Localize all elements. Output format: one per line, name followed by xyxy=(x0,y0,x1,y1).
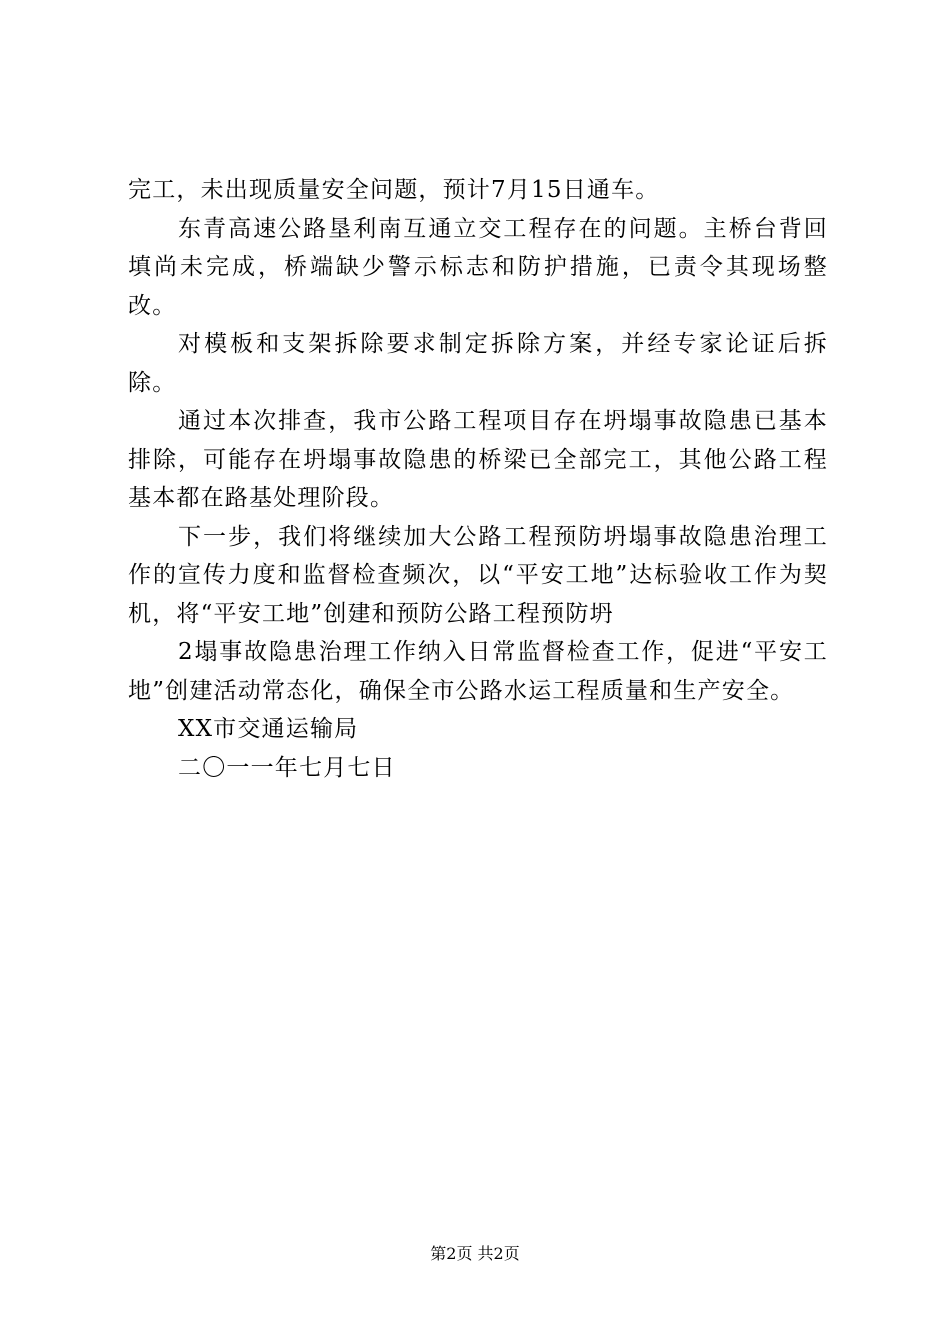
paragraph-next-step-continued: 2塌事故隐患治理工作纳入日常监督检查工作，促进“平安工地”创建活动常态化，确保全市公路水运工程质量和生产安全。 xyxy=(128,639,828,704)
paragraph-next-step: 下一步，我们将继续加大公路工程预防坍塌事故隐患治理工作的宣传力度和监督检查频次，以“平安工地”达标验收工作为契机，将“平安工地”创建和预防公路工程预防坍 xyxy=(128,523,828,627)
paragraph-continuation: 完工，未出现质量安全问题，预计7月15日通车。 xyxy=(128,177,660,203)
paragraph-inspection-result: 通过本次排查，我市公路工程项目存在坍塌事故隐患已基本排除，可能存在坍塌事故隐患的桥梁已全部完工，其他公路工程基本都在路基处理阶段。 xyxy=(128,408,828,511)
signature-date: 二〇一一年七月七日 xyxy=(178,754,396,781)
signature-organization: XX市交通运输局 xyxy=(178,716,359,742)
document-body xyxy=(128,171,828,787)
paragraph-expressway-issue: 东青高速公路垦利南互通立交工程存在的问题。主桥台背回填尚未完成，桥端缺少警示标志和防护措施，已责令其现场整改。 xyxy=(128,215,828,319)
page-number: 第2页 共2页 xyxy=(430,1244,520,1263)
paragraph-formwork-removal: 对模板和支架拆除要求制定拆除方案，并经专家论证后拆除。 xyxy=(128,331,828,396)
page-footer xyxy=(0,1243,950,1265)
